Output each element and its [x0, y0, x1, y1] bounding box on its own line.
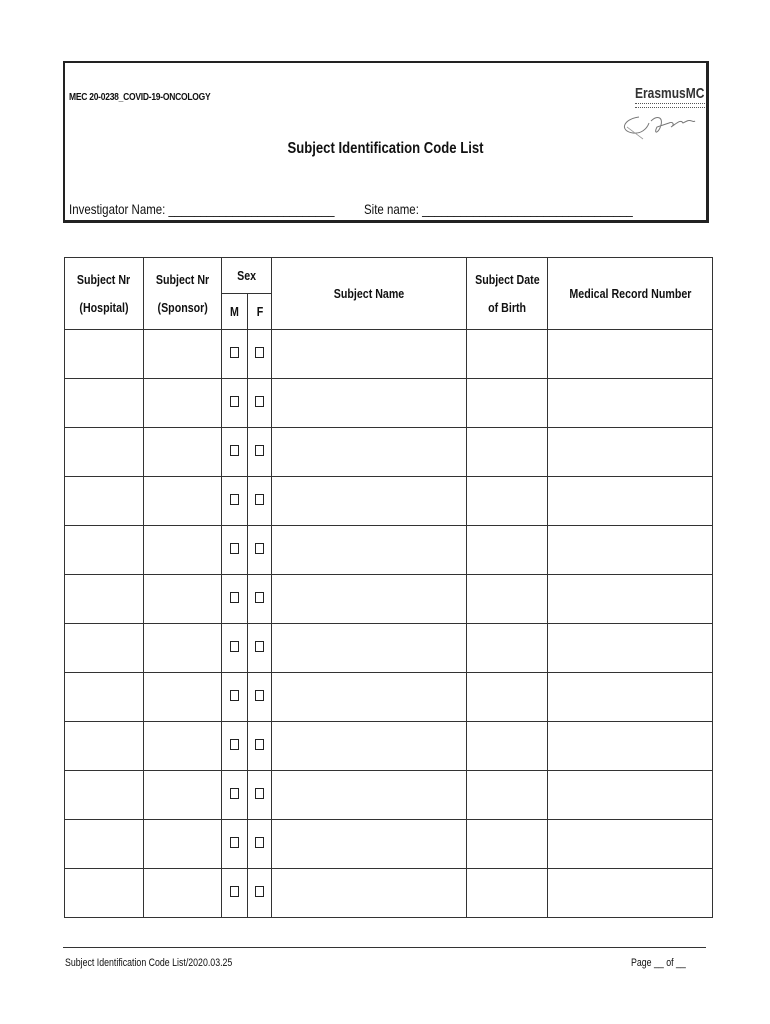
cell-medical-record-number[interactable]	[548, 722, 713, 771]
header-sex-m: M	[222, 294, 248, 330]
cell-medical-record-number[interactable]	[548, 330, 713, 379]
footer-page-number: Page __ of __	[631, 957, 686, 969]
cell-medical-record-number[interactable]	[548, 428, 713, 477]
cell-medical-record-number[interactable]	[548, 869, 713, 918]
cell-medical-record-number[interactable]	[548, 575, 713, 624]
table-row	[65, 526, 713, 575]
cell-subject-nr-hospital[interactable]	[65, 379, 144, 428]
cell-subject-nr-hospital[interactable]	[65, 477, 144, 526]
cell-sex-f[interactable]	[248, 330, 272, 379]
cell-sex-m[interactable]	[222, 526, 248, 575]
female-checkbox[interactable]	[255, 396, 264, 407]
cell-subject-name[interactable]	[272, 673, 467, 722]
header-subject-name: Subject Name	[272, 258, 467, 330]
male-checkbox[interactable]	[230, 641, 239, 652]
cell-subject-nr-sponsor[interactable]	[144, 820, 222, 869]
cell-subject-nr-hospital[interactable]	[65, 330, 144, 379]
cell-subject-nr-sponsor[interactable]	[144, 673, 222, 722]
cell-subject-nr-hospital[interactable]	[65, 722, 144, 771]
cell-subject-nr-hospital[interactable]	[65, 428, 144, 477]
male-checkbox[interactable]	[230, 396, 239, 407]
table-row	[65, 477, 713, 526]
cell-date-of-birth[interactable]	[467, 428, 548, 477]
cell-medical-record-number[interactable]	[548, 477, 713, 526]
cell-date-of-birth[interactable]	[467, 624, 548, 673]
footer-divider	[63, 947, 706, 948]
cell-sex-f[interactable]	[248, 428, 272, 477]
logo-wordmark: ErasmusMC	[635, 85, 705, 102]
female-checkbox[interactable]	[255, 886, 264, 897]
male-checkbox[interactable]	[230, 592, 239, 603]
header-subject-nr-sponsor: Subject Nr (Sponsor)	[144, 258, 222, 330]
cell-subject-nr-sponsor[interactable]	[144, 477, 222, 526]
cell-date-of-birth[interactable]	[467, 820, 548, 869]
document-header	[63, 61, 709, 223]
cell-subject-name[interactable]	[272, 575, 467, 624]
cell-subject-nr-hospital[interactable]	[65, 869, 144, 918]
cell-sex-f[interactable]	[248, 820, 272, 869]
cell-sex-f[interactable]	[248, 673, 272, 722]
cell-date-of-birth[interactable]	[467, 722, 548, 771]
header-date-of-birth: Subject Date of Birth	[467, 258, 548, 330]
cell-subject-nr-hospital[interactable]	[65, 624, 144, 673]
cell-date-of-birth[interactable]	[467, 526, 548, 575]
female-checkbox[interactable]	[255, 445, 264, 456]
cell-subject-nr-sponsor[interactable]	[144, 722, 222, 771]
cell-sex-m[interactable]	[222, 477, 248, 526]
cell-date-of-birth[interactable]	[467, 379, 548, 428]
cell-sex-m[interactable]	[222, 330, 248, 379]
cell-subject-name[interactable]	[272, 722, 467, 771]
header-sex-f: F	[248, 294, 272, 330]
table-row	[65, 575, 713, 624]
cell-subject-nr-hospital[interactable]	[65, 820, 144, 869]
female-checkbox[interactable]	[255, 739, 264, 750]
table-row	[65, 820, 713, 869]
cell-sex-f[interactable]	[248, 477, 272, 526]
male-checkbox[interactable]	[230, 494, 239, 505]
female-checkbox[interactable]	[255, 690, 264, 701]
male-checkbox[interactable]	[230, 445, 239, 456]
cell-sex-m[interactable]	[222, 869, 248, 918]
cell-subject-nr-sponsor[interactable]	[144, 526, 222, 575]
cell-medical-record-number[interactable]	[548, 624, 713, 673]
cell-sex-m[interactable]	[222, 722, 248, 771]
table-body	[65, 330, 713, 918]
cell-sex-f[interactable]	[248, 526, 272, 575]
male-checkbox[interactable]	[230, 543, 239, 554]
header-medical-record-number: Medical Record Number	[548, 258, 713, 330]
cell-medical-record-number[interactable]	[548, 771, 713, 820]
cell-subject-nr-hospital[interactable]	[65, 526, 144, 575]
female-checkbox[interactable]	[255, 592, 264, 603]
cell-subject-nr-sponsor[interactable]	[144, 428, 222, 477]
cell-subject-nr-sponsor[interactable]	[144, 869, 222, 918]
document-code: MEC 20-0238_COVID-19-ONCOLOGY	[69, 92, 211, 103]
footer-document-id: Subject Identification Code List/2020.03.25	[65, 957, 233, 969]
female-checkbox[interactable]	[255, 837, 264, 848]
cell-date-of-birth[interactable]	[467, 771, 548, 820]
female-checkbox[interactable]	[255, 788, 264, 799]
male-checkbox[interactable]	[230, 347, 239, 358]
cell-sex-f[interactable]	[248, 379, 272, 428]
table-row	[65, 722, 713, 771]
cell-date-of-birth[interactable]	[467, 575, 548, 624]
table-row	[65, 379, 713, 428]
table-row	[65, 869, 713, 918]
male-checkbox[interactable]	[230, 788, 239, 799]
erasmus-mc-logo	[617, 85, 707, 145]
cell-sex-f[interactable]	[248, 624, 272, 673]
male-checkbox[interactable]	[230, 690, 239, 701]
cell-subject-name[interactable]	[272, 330, 467, 379]
cell-subject-name[interactable]	[272, 624, 467, 673]
male-checkbox[interactable]	[230, 739, 239, 750]
cell-sex-f[interactable]	[248, 771, 272, 820]
cell-subject-nr-sponsor[interactable]	[144, 330, 222, 379]
table-row	[65, 624, 713, 673]
cell-medical-record-number[interactable]	[548, 379, 713, 428]
cell-sex-m[interactable]	[222, 428, 248, 477]
cell-sex-m[interactable]	[222, 379, 248, 428]
table-row	[65, 330, 713, 379]
cell-date-of-birth[interactable]	[467, 477, 548, 526]
cell-subject-name[interactable]	[272, 869, 467, 918]
cell-subject-nr-sponsor[interactable]	[144, 771, 222, 820]
cell-medical-record-number[interactable]	[548, 820, 713, 869]
cell-subject-name[interactable]	[272, 379, 467, 428]
table-row	[65, 428, 713, 477]
cell-sex-f[interactable]	[248, 575, 272, 624]
female-checkbox[interactable]	[255, 543, 264, 554]
cell-sex-f[interactable]	[248, 869, 272, 918]
cell-subject-name[interactable]	[272, 820, 467, 869]
cell-sex-m[interactable]	[222, 624, 248, 673]
cell-sex-m[interactable]	[222, 771, 248, 820]
cell-subject-nr-hospital[interactable]	[65, 575, 144, 624]
site-name-field[interactable]: Site name: _________________________________	[364, 201, 633, 217]
male-checkbox[interactable]	[230, 886, 239, 897]
cell-date-of-birth[interactable]	[467, 869, 548, 918]
cell-subject-name[interactable]	[272, 771, 467, 820]
cell-subject-nr-sponsor[interactable]	[144, 575, 222, 624]
cell-subject-nr-sponsor[interactable]	[144, 379, 222, 428]
cell-subject-name[interactable]	[272, 526, 467, 575]
cell-subject-name[interactable]	[272, 477, 467, 526]
cell-date-of-birth[interactable]	[467, 673, 548, 722]
cell-subject-name[interactable]	[272, 428, 467, 477]
cell-date-of-birth[interactable]	[467, 330, 548, 379]
cell-sex-m[interactable]	[222, 673, 248, 722]
cell-sex-m[interactable]	[222, 575, 248, 624]
logo-tagline-rule	[635, 103, 705, 108]
table-row	[65, 771, 713, 820]
female-checkbox[interactable]	[255, 347, 264, 358]
female-checkbox[interactable]	[255, 494, 264, 505]
logo-signature-icon	[617, 109, 707, 143]
table-row	[65, 673, 713, 722]
female-checkbox[interactable]	[255, 641, 264, 652]
cell-medical-record-number[interactable]	[548, 526, 713, 575]
cell-subject-nr-sponsor[interactable]	[144, 624, 222, 673]
cell-sex-m[interactable]	[222, 820, 248, 869]
cell-sex-f[interactable]	[248, 722, 272, 771]
cell-subject-nr-hospital[interactable]	[65, 673, 144, 722]
male-checkbox[interactable]	[230, 837, 239, 848]
investigator-name-field[interactable]: Investigator Name: __________________________	[69, 201, 335, 217]
document-title: Subject Identification Code List	[287, 140, 484, 157]
header-sex: Sex	[222, 258, 272, 294]
subject-code-table	[64, 257, 713, 918]
header-subject-nr-hospital: Subject Nr (Hospital)	[65, 258, 144, 330]
cell-subject-nr-hospital[interactable]	[65, 771, 144, 820]
cell-medical-record-number[interactable]	[548, 673, 713, 722]
